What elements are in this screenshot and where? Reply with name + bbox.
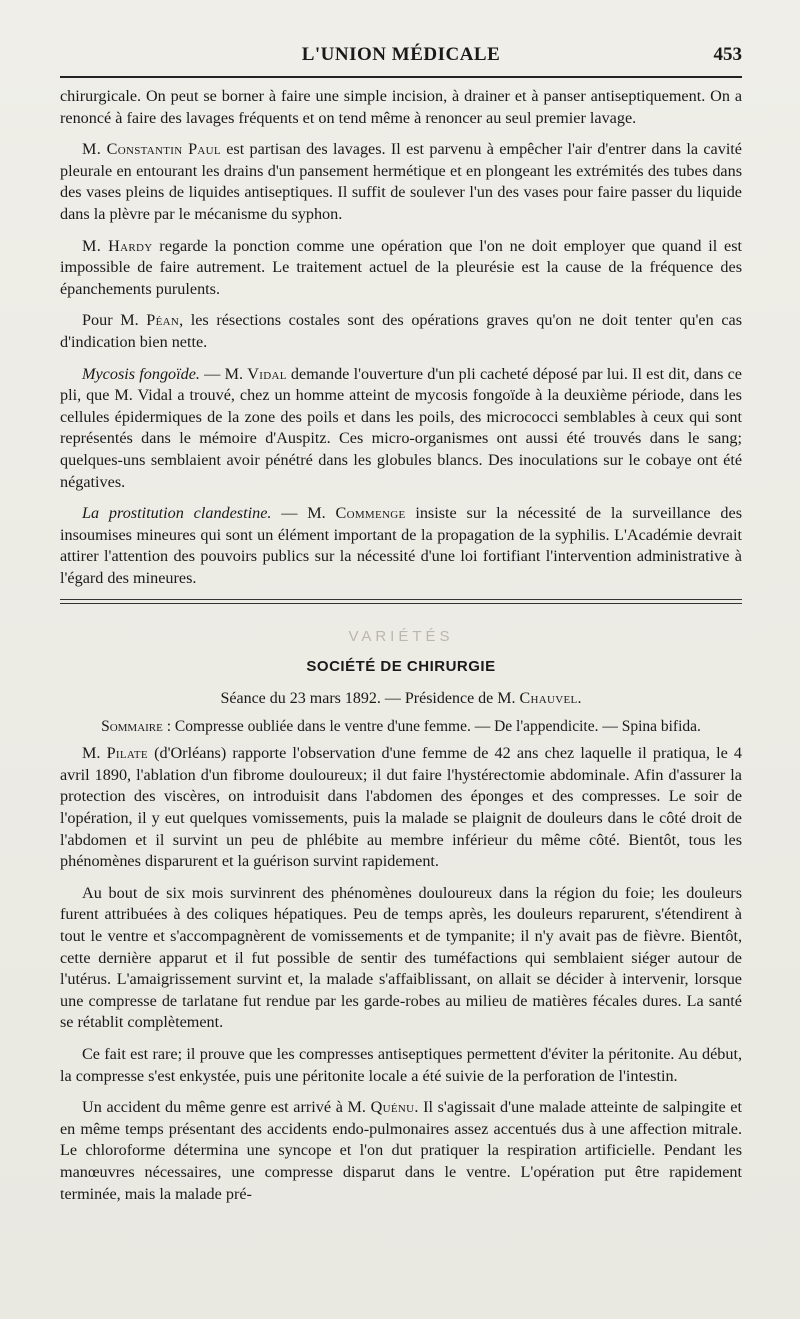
paragraph-text: demande l'ouverture d'un pli cacheté déposé par lui. Il est dit, dans ce pli, que M. Vidal a trouvé, chez un homme atteint de mycosis fongoïde à la deuxième période, dans les cellules épidermiques de la zone des poils et dans les poils, des micrococci semblables à ceux qui sont représentés dans le mémoire d'Auspitz. Ces micro-organismes ont aussi été trouvés dans le sang; quelques-uns semblaient avoir pénétré dans les globules blancs. Des inoculations sur le cobaye ont été négatives.	[60, 364, 742, 491]
president-name: Chauvel	[519, 689, 578, 707]
speaker-name: M. Constantin Paul	[82, 140, 221, 159]
page-header	[60, 40, 742, 74]
speaker-name: Vidal	[247, 364, 287, 383]
paragraph-pean	[60, 310, 742, 353]
article-body	[60, 86, 742, 1215]
paragraph-six-mois	[60, 883, 742, 1034]
paragraph-prostitution	[60, 503, 742, 589]
paragraph-text: (d'Orléans) rapporte l'observation d'une femme de 42 ans chez laquelle il pratiqua, le 4 avril 1890, l'ablation d'un fibrome douloureux; il dut faire l'hystérectomie abdominale. Afin d'assurer la protection des viscères, on introduisit dans l'abdomen des éponges et des compresses. Le soir de l'opération, il y eut quelques vomissements, puis la malade se plaignit de douleurs dans le côté droit de l'abdomen et il survint un peu de phlébite au membre inférieur du même côté. Bientôt, tous les phénomènes disparurent et la guérison survint rapidement.	[60, 744, 742, 871]
paragraph-lead: M.	[82, 744, 107, 763]
paragraph-text: , les résections costales sont des opérations graves qu'on ne doit tenter qu'en cas d'indication bien nette.	[60, 311, 742, 351]
speaker-name: Commenge	[335, 504, 406, 523]
section-divider	[60, 599, 742, 604]
paragraph-text: est partisan des lavages. Il est parvenu à empêcher l'air d'entrer dans la cavité pleurale en entourant les drains d'un pansement hermétique et en plongeant les extrémités des tubes dans des vases pleins de liquides antiseptiques. Il suffit de soulever l'un des vases pour faire passer du liquide dans la plèvre par le mécanisme du syphon.	[60, 140, 742, 223]
paragraph-pilate	[60, 743, 742, 873]
paragraph-fait-rare	[60, 1044, 742, 1087]
paragraph-mycosis	[60, 364, 742, 494]
header-rule	[60, 76, 742, 78]
seance-lead: Séance du 23 mars 1892. — Présidence de M.	[220, 689, 520, 707]
running-title: L'UNION MÉDICALE	[301, 44, 501, 65]
speaker-name: M. Hardy	[82, 236, 153, 255]
paragraph-dash: — M.	[199, 364, 248, 383]
paragraph-dash: — M.	[271, 504, 336, 523]
speaker-name: Quénu	[370, 1098, 415, 1117]
sommaire-label: Sommaire	[101, 718, 163, 736]
paragraph-drainage	[60, 86, 742, 129]
topic-title: Mycosis fongoïde.	[82, 364, 200, 383]
paragraph-quenu	[60, 1097, 742, 1205]
paragraph-text: Au bout de six mois survinrent des phénomènes douloureux dans la région du foie; les douleurs furent attribuées à des coliques hépatiques. Peu de temps après, les douleurs reparurent, s'étendirent à tout le ventre et s'accompagnèrent de vomissements et de tympanite; il n'y avait pas de fièvre. Bientôt, cette dernière apparut et il fut possible de sentir des tuméfactions qui semblaient siéger autour de l'utérus. L'amaigrissement survint et, la malade s'affaiblissant, on allait se décider à intervenir, lorsque une compresse de tarlatane fut rendue par les garde-robes au milieu de matières fécales dures. La santé se rétablit complètement.	[60, 883, 742, 1032]
paragraph-text: Ce fait est rare; il prouve que les compresses antiseptiques permettent d'éviter la péritonite. Au début, la compresse s'est enkystée, puis une péritonite locale a été suivie de la perforation de l'intestin.	[60, 1044, 742, 1085]
paragraph-text: chirurgicale. On peut se borner à faire une simple incision, à drainer et à panser antiseptiquement. On a renoncé à faire des lavages fréquents et on tend même à renoncer au seul premier lavage.	[60, 87, 742, 127]
topic-title: La prostitution clandestine.	[82, 504, 272, 523]
paragraph-text: regarde la ponction comme une opération que l'on ne doit employer que quand il est impossible de faire autrement. Le traitement actuel de la pleurésie est la cause de la fréquence des épanchements purulents.	[60, 236, 742, 298]
paragraph-constantin-paul	[60, 139, 742, 225]
sommaire-text: : Compresse oubliée dans le ventre d'une femme. — De l'appendicite. — Spina bifida.	[162, 718, 701, 736]
page-number: 453	[713, 44, 742, 65]
seance-end: .	[577, 689, 582, 707]
paragraph-lead: Un accident du même genre est arrivé à M.	[82, 1098, 371, 1117]
section-heading: VARIÉTÉS	[348, 628, 454, 646]
society-title: SOCIÉTÉ DE CHIRURGIE	[306, 658, 496, 676]
paragraph-text: insiste sur la nécessité de la surveillance des insoumises mineures qui sont un élément important de la propagation de la syphilis. L'Académie devrait attirer l'attention des pouvoirs publics sur la nécessité d'une loi fortifiant l'intervention administrative à l'égard des mineures.	[60, 504, 742, 587]
speaker-name: Péan	[146, 311, 180, 330]
paragraph-lead: Pour M.	[82, 311, 147, 330]
seance-line	[60, 688, 742, 710]
sommaire	[60, 717, 742, 737]
speaker-name: Pilate	[106, 744, 148, 763]
paragraph-hardy	[60, 236, 742, 301]
paragraph-text: . Il s'agissait d'une malade atteinte de salpingite et en même temps présentant des accidents endo-pulmonaires assez accentués dus à une affection mitrale. Le chloroforme détermina une syncope et l'on dut pratiquer la respiration artificielle. Pendant les manœuvres nécessaires, une compresse disparut dans le ventre. L'opération put être rapidement terminée, mais la malade pré-	[60, 1098, 742, 1203]
